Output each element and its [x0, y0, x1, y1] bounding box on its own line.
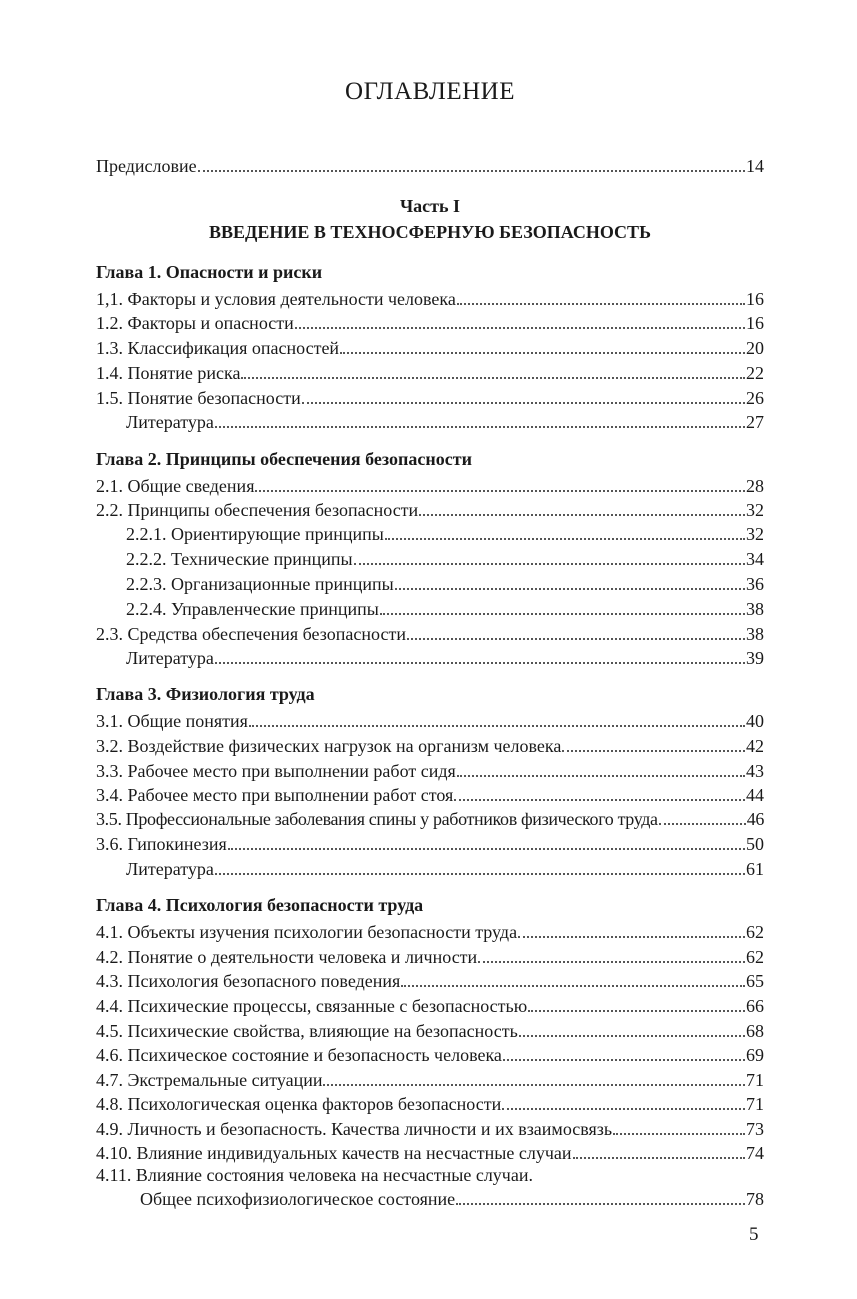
toc-entry-page: 44 [746, 785, 764, 805]
toc-entry[interactable] [96, 1140, 764, 1164]
toc-entry-page: 39 [746, 648, 764, 668]
toc-entry-label: 3.2. Воздействие физических нагрузок на организм человека [96, 736, 562, 756]
toc-entry[interactable] [96, 310, 764, 334]
toc-entry[interactable] [96, 944, 764, 968]
toc-entry-label: 4.9. Личность и безопасность. Качества личности и их взаимосвязь [96, 1119, 613, 1139]
toc-entry-literature[interactable] [96, 409, 764, 433]
toc-entry-page: 46 [746, 809, 764, 829]
toc-entry[interactable] [96, 286, 764, 310]
toc-entry[interactable] [96, 733, 764, 757]
leader-dots [385, 538, 745, 540]
toc-entry[interactable] [96, 758, 764, 782]
toc-entry-label: 2.2. Принципы обеспечения безопасности [96, 500, 419, 520]
leader-dots [478, 961, 745, 963]
toc-entry-label: 4.6. Психическое состояние и безопасность человека [96, 1045, 502, 1065]
page-title: ОГЛАВЛЕНИЕ [345, 78, 515, 105]
toc-entry-page: 62 [746, 947, 764, 967]
toc-entry[interactable] [96, 782, 764, 806]
toc-entry-label: 3.5. Профессиональные заболевания спины у работников физического труда [96, 809, 658, 829]
leader-dots [613, 1133, 745, 1135]
toc-entry-label: 3.1. Общие понятия [96, 711, 248, 731]
toc-entry-page: 42 [746, 736, 764, 756]
leader-dots [573, 1157, 746, 1159]
toc-entry-label: 4.2. Понятие о деятельности человека и личности [96, 947, 478, 967]
toc-entry-literature[interactable] [96, 645, 764, 669]
leader-dots [502, 1108, 745, 1110]
toc-entry-page: 16 [746, 289, 764, 309]
toc-entry-label: 1.5. Понятие безопасности [96, 388, 301, 408]
toc-entry[interactable] [96, 1091, 764, 1115]
leader-dots [419, 514, 745, 516]
leader-dots [323, 1084, 745, 1086]
toc-entry-label: 4.10. Влияние индивидуальных качеств на несчастные случаи [96, 1143, 572, 1163]
chapter-title: Глава 3. Физиология труда [96, 684, 315, 704]
leader-dots [457, 303, 745, 305]
toc-entry-page: 27 [746, 412, 764, 432]
leader-dots [519, 1035, 745, 1037]
toc-entry[interactable] [96, 521, 764, 545]
toc-entry-label: Литература [126, 412, 214, 432]
toc-entry-page: 69 [746, 1045, 764, 1065]
toc-entry-page: 43 [746, 761, 764, 781]
toc-entry[interactable] [96, 919, 764, 943]
toc-entry-page: 32 [746, 500, 764, 520]
toc-entry-label: 1.3. Классификация опасностей [96, 338, 340, 358]
toc-entry-label: Литература [126, 859, 214, 879]
toc-entry-page: 38 [746, 599, 764, 619]
leader-dots [503, 1059, 745, 1061]
toc-entry-label: 2.2.2. Технические принципы [126, 549, 353, 569]
chapter-title: Глава 1. Опасности и риски [96, 262, 323, 282]
toc-entry[interactable] [96, 1042, 764, 1066]
part-name: ВВЕДЕНИЕ В ТЕХНОСФЕРНУЮ БЕЗОПАСНОСТЬ [209, 222, 651, 242]
toc-entry-page: 36 [746, 574, 764, 594]
toc-entry-label: 4.7. Экстремальные ситуации [96, 1070, 323, 1090]
toc-entry-label: Литература [126, 648, 214, 668]
toc-entry[interactable] [96, 546, 764, 570]
toc-entry[interactable] [96, 360, 764, 384]
leader-dots [255, 490, 745, 492]
toc-entry[interactable] [96, 1116, 764, 1140]
toc-entry-page: 38 [746, 624, 764, 644]
toc-entry[interactable] [96, 708, 764, 732]
toc-entry-label: 4.8. Психологическая оценка факторов безопасности [96, 1094, 502, 1114]
toc-entry[interactable] [96, 1186, 764, 1210]
toc-entry-label: 2.2.3. Организационные принципы [126, 574, 394, 594]
toc-entry[interactable] [96, 806, 764, 830]
toc-entry-label: 4.1. Объекты изучения психологии безопасности труда [96, 922, 518, 942]
toc-entry-label: 4.4. Психические процессы, связанные с безопасностью [96, 996, 528, 1016]
leader-dots [302, 402, 745, 404]
toc-entry-label[interactable]: 4.11. Влияние состояния человека на несчастные случаи. [96, 1165, 533, 1185]
toc-entry-page: 16 [746, 313, 764, 333]
leader-dots [241, 377, 745, 379]
toc-entry-page: 20 [746, 338, 764, 358]
toc-entry[interactable] [96, 1067, 764, 1091]
toc-entry-label: 3.6. Гипокинезия [96, 834, 227, 854]
toc-entry-page: 22 [746, 363, 764, 383]
leader-dots [454, 799, 745, 801]
toc-entry-label: 1.2. Факторы и опасности [96, 313, 294, 333]
chapter-title: Глава 4. Психология безопасности труда [96, 895, 424, 915]
page-number: 5 [749, 1224, 759, 1245]
leader-dots [518, 936, 745, 938]
toc-entry[interactable] [96, 831, 764, 855]
chapter-title: Глава 2. Принципы обеспечения безопасности [96, 449, 472, 469]
leader-dots [295, 327, 745, 329]
toc-entry-page: 40 [746, 711, 764, 731]
leader-dots [380, 613, 745, 615]
toc-entry[interactable] [96, 473, 764, 497]
toc-entry-label: 4.3. Психология безопасного поведения [96, 971, 401, 991]
toc-entry[interactable] [96, 335, 764, 359]
leader-dots [407, 638, 745, 640]
toc-entry-page: 71 [746, 1070, 764, 1090]
toc-entry-label: 1,1. Факторы и условия деятельности человека [96, 289, 456, 309]
toc-entry-page: 78 [746, 1189, 764, 1209]
toc-entry-label: 2.3. Средства обеспечения безопасности [96, 624, 406, 644]
toc-entry-label: Общее психофизиологическое состояние [140, 1189, 456, 1209]
toc-entry-label: 2.2.1. Ориентирующие принципы [126, 524, 384, 544]
leader-dots [457, 775, 745, 777]
toc-entry-literature[interactable] [96, 856, 764, 880]
toc-entry[interactable] [96, 497, 764, 521]
leader-dots [215, 662, 745, 664]
toc-entry-label: Предисловие [96, 156, 197, 176]
leader-dots [228, 848, 745, 850]
toc-entry[interactable] [96, 1018, 764, 1042]
toc-entry-preface[interactable] [96, 153, 764, 177]
leader-dots [215, 426, 745, 428]
leader-dots [528, 1010, 745, 1012]
toc-entry[interactable] [96, 385, 764, 409]
toc-entry-page: 28 [746, 476, 764, 496]
toc-entry[interactable] [96, 596, 764, 620]
toc-entry-page: 68 [746, 1021, 764, 1041]
toc-entry[interactable] [96, 968, 764, 992]
leader-dots [456, 1203, 745, 1205]
toc-entry-label: 2.1. Общие сведения [96, 476, 255, 496]
toc-entry[interactable] [96, 993, 764, 1017]
toc-entry-page: 50 [746, 834, 764, 854]
leader-dots [215, 873, 745, 875]
toc-entry-label: 3.4. Рабочее место при выполнении работ стоя [96, 785, 454, 805]
toc-entry-page: 65 [746, 971, 764, 991]
toc-entry-label: 4.5. Психические свойства, влияющие на безопасность [96, 1021, 518, 1041]
leader-dots [249, 725, 745, 727]
toc-entry[interactable] [96, 571, 764, 595]
toc-entry-page: 62 [746, 922, 764, 942]
leader-dots [340, 352, 745, 354]
toc-entry-label: 3.3. Рабочее место при выполнении работ сидя [96, 761, 456, 781]
toc-entry-page: 71 [746, 1094, 764, 1114]
part-number: Часть I [399, 196, 461, 216]
toc-entry-page: 74 [746, 1143, 764, 1163]
leader-dots [354, 563, 745, 565]
leader-dots [198, 170, 745, 172]
leader-dots [659, 823, 746, 825]
toc-entry-label: 1.4. Понятие риска [96, 363, 241, 383]
leader-dots [562, 750, 745, 752]
toc-entry-page: 66 [746, 996, 764, 1016]
toc-entry-page: 73 [746, 1119, 764, 1139]
toc-entry-page: 61 [746, 859, 764, 879]
leader-dots [395, 588, 745, 590]
toc-entry-page: 26 [746, 388, 764, 408]
toc-entry-label: 2.2.4. Управленческие принципы [126, 599, 379, 619]
toc-entry[interactable] [96, 621, 764, 645]
toc-entry-page: 32 [746, 524, 764, 544]
toc-entry-page: 14 [746, 156, 764, 176]
toc-entry-page: 34 [746, 549, 764, 569]
leader-dots [401, 985, 745, 987]
